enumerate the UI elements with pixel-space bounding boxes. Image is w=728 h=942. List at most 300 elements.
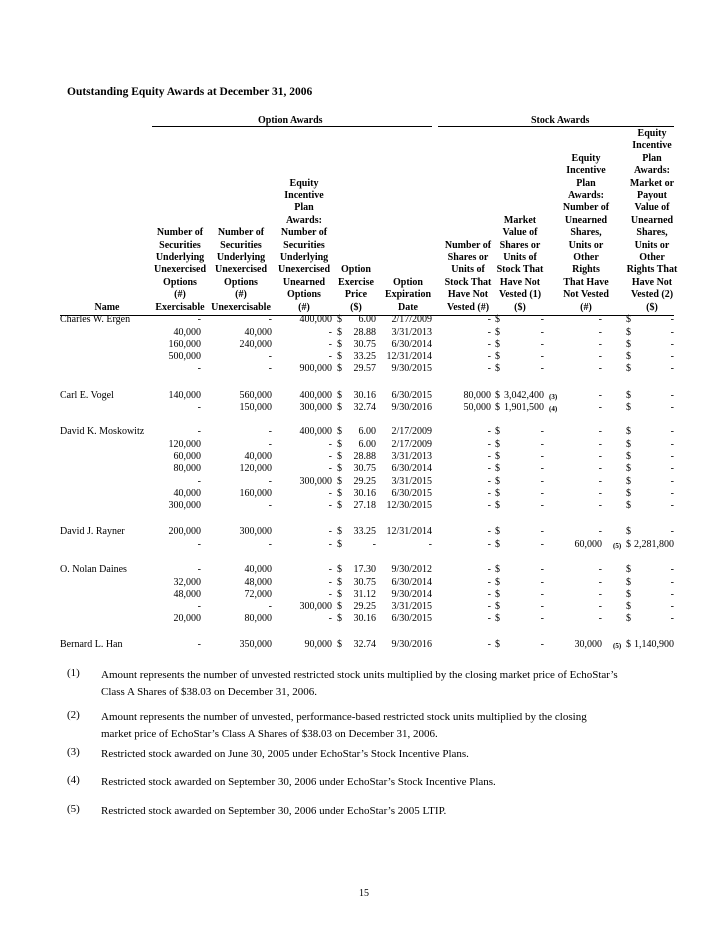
cell-payout: -	[670, 314, 674, 325]
cell-mv: -	[540, 601, 544, 612]
cell-unex: 300,000	[239, 526, 272, 537]
cell-eq: -	[328, 439, 332, 450]
cell-d3: $	[626, 351, 631, 362]
footnote-number: (4)	[67, 774, 80, 786]
header-line: Shares or	[447, 251, 489, 263]
header-line: Payout	[637, 189, 667, 201]
cell-name: David J. Rayner	[60, 526, 125, 537]
cell-exp: 2/17/2009	[391, 314, 432, 325]
cell-d1: $	[337, 526, 342, 537]
cell-d1: $	[337, 564, 342, 575]
cell-d2: $	[495, 539, 500, 550]
cell-d3: $	[626, 589, 631, 600]
header-line: Options	[287, 289, 321, 301]
cell-d1: $	[337, 351, 342, 362]
cell-unex: 350,000	[239, 639, 272, 650]
cell-d2: $	[495, 314, 500, 325]
cell-exp: 2/17/2009	[391, 426, 432, 437]
cell-d3: $	[626, 390, 631, 401]
header-line: That Have	[563, 276, 609, 288]
cell-eq: 300,000	[299, 476, 332, 487]
cell-ex: 500,000	[168, 351, 201, 362]
cell-payout: -	[670, 488, 674, 499]
cell-exp: 9/30/2012	[391, 564, 432, 575]
cell-ex: -	[197, 601, 201, 612]
header-exercisable	[150, 227, 210, 314]
cell-eq: -	[328, 339, 332, 350]
cell-d2: $	[495, 451, 500, 462]
cell-d2: $	[495, 363, 500, 374]
header-line: Vested (2)	[630, 289, 674, 301]
cell-exp: 6/30/2015	[391, 390, 432, 401]
cell-price: 6.00	[358, 439, 376, 450]
footnote-text: Amount represents the number of unvested restricted stock units multiplied by the closing market price of EchoStar’s	[101, 669, 618, 681]
cell-d2: $	[495, 601, 500, 612]
cell-d3: $	[626, 451, 631, 462]
cell-unex: -	[268, 363, 272, 374]
footnote-text: Restricted stock awarded on September 30, 2006 under EchoStar’s 2005 LTIP.	[101, 805, 447, 817]
cell-ex: 40,000	[173, 488, 201, 499]
header-line: (#)	[235, 289, 247, 301]
header-line: Incentive	[632, 140, 672, 152]
cell-payout: -	[670, 476, 674, 487]
cell-d3: $	[626, 639, 631, 650]
cell-eq: 400,000	[299, 426, 332, 437]
header-line: Price	[344, 289, 368, 301]
header-line: Underlying	[155, 251, 205, 263]
cell-price: 30.16	[353, 390, 376, 401]
cell-mv: -	[540, 463, 544, 474]
cell-mv: -	[540, 613, 544, 624]
cell-exp: -	[428, 539, 432, 550]
cell-snv: -	[487, 564, 491, 575]
cell-d1: $	[337, 439, 342, 450]
footnote-text: Restricted stock awarded on September 30, 2006 under EchoStar’s Stock Incentive Plans.	[101, 776, 496, 788]
header-equity-unearned	[274, 178, 334, 314]
header-line: Expiration	[384, 289, 432, 301]
cell-ex: -	[197, 476, 201, 487]
header-line: Underlying	[279, 251, 329, 263]
cell-snv: -	[487, 339, 491, 350]
cell-eip: -	[598, 390, 602, 401]
cell-d3: $	[626, 539, 631, 550]
cell-note2: (5)	[613, 642, 622, 650]
cell-mv: -	[540, 488, 544, 499]
header-line: Units of	[503, 251, 537, 263]
cell-snv: -	[487, 363, 491, 374]
cell-d2: $	[495, 589, 500, 600]
header-line: Units or	[634, 239, 670, 251]
cell-snv: -	[487, 351, 491, 362]
cell-price: 28.88	[353, 451, 376, 462]
cell-price: 28.88	[353, 327, 376, 338]
table-title: Outstanding Equity Awards at December 31, 2006	[67, 86, 313, 98]
cell-unex: -	[268, 476, 272, 487]
cell-note1: (4)	[549, 405, 558, 413]
header-line: Exercisable	[155, 301, 205, 313]
cell-eip: -	[598, 463, 602, 474]
cell-exp: 12/30/2015	[386, 500, 432, 511]
cell-d1: $	[337, 451, 342, 462]
cell-d3: $	[626, 577, 631, 588]
header-eip-unearned	[555, 153, 617, 314]
cell-ex: -	[197, 314, 201, 325]
header-name	[77, 302, 137, 314]
cell-d2: $	[495, 613, 500, 624]
cell-eq: -	[328, 564, 332, 575]
cell-unex: 560,000	[239, 390, 272, 401]
cell-ex: 80,000	[173, 463, 201, 474]
cell-price: 27.18	[353, 500, 376, 511]
cell-eq: -	[328, 351, 332, 362]
cell-ex: 140,000	[168, 390, 201, 401]
cell-payout: -	[670, 577, 674, 588]
cell-eq: 90,000	[304, 639, 332, 650]
cell-name: Charles W. Ergen	[60, 314, 131, 325]
header-line: Underlying	[216, 251, 266, 263]
cell-payout: -	[670, 526, 674, 537]
cell-mv: -	[540, 539, 544, 550]
header-line: Equity	[289, 177, 319, 189]
header-line: Incentive	[284, 189, 324, 201]
cell-d2: $	[495, 639, 500, 650]
header-line: Awards:	[286, 214, 322, 226]
cell-exp: 6/30/2015	[391, 613, 432, 624]
footnote-text: Class A Shares of $38.03 on December 31, 2006.	[101, 686, 317, 698]
cell-unex: -	[268, 351, 272, 362]
cell-d1: $	[337, 577, 342, 588]
header-line: Value of	[502, 227, 538, 239]
cell-d1: $	[337, 539, 342, 550]
footnote-number: (1)	[67, 667, 80, 679]
header-line: Units of	[451, 264, 485, 276]
cell-mv: -	[540, 526, 544, 537]
option-awards-rule	[152, 126, 432, 127]
cell-exp: 2/17/2009	[391, 439, 432, 450]
cell-snv: 50,000	[463, 402, 491, 413]
cell-d2: $	[495, 476, 500, 487]
cell-exp: 3/31/2013	[391, 451, 432, 462]
cell-d1: $	[337, 390, 342, 401]
cell-eq: -	[328, 488, 332, 499]
cell-unex: 40,000	[244, 451, 272, 462]
cell-d3: $	[626, 402, 631, 413]
cell-exp: 3/31/2015	[391, 601, 432, 612]
cell-exp: 9/30/2016	[391, 639, 432, 650]
header-line: Securities	[220, 239, 262, 251]
cell-eip: -	[598, 402, 602, 413]
cell-mv: -	[540, 589, 544, 600]
cell-payout: -	[670, 426, 674, 437]
cell-payout: -	[670, 589, 674, 600]
cell-eq: -	[328, 327, 332, 338]
header-line: Option	[392, 276, 423, 288]
cell-payout: -	[670, 390, 674, 401]
cell-exp: 3/31/2013	[391, 327, 432, 338]
header-line: Shares,	[636, 227, 668, 239]
header-line: Name	[94, 301, 120, 313]
cell-unex: 48,000	[244, 577, 272, 588]
cell-payout: -	[670, 564, 674, 575]
cell-exp: 12/31/2014	[386, 526, 432, 537]
cell-eip: -	[598, 426, 602, 437]
cell-payout: -	[670, 601, 674, 612]
cell-unex: 40,000	[244, 564, 272, 575]
cell-unex: 240,000	[239, 339, 272, 350]
cell-eip: -	[598, 613, 602, 624]
cell-d3: $	[626, 601, 631, 612]
header-line: Unexercised	[277, 264, 331, 276]
cell-mv: 1,901,500	[504, 402, 544, 413]
cell-eip: -	[598, 589, 602, 600]
cell-d2: $	[495, 564, 500, 575]
header-line: ($)	[646, 301, 658, 313]
cell-name: Bernard L. Han	[60, 639, 123, 650]
group-label-stock-awards: Stock Awards	[531, 115, 590, 126]
header-line: Number of	[280, 227, 328, 239]
cell-eip: -	[598, 327, 602, 338]
header-line: Have Not	[631, 276, 673, 288]
cell-payout: -	[670, 439, 674, 450]
cell-price: 31.12	[353, 589, 376, 600]
header-shares-not-vested	[437, 240, 499, 314]
cell-d2: $	[495, 526, 500, 537]
cell-mv: -	[540, 327, 544, 338]
cell-unex: 120,000	[239, 463, 272, 474]
cell-d3: $	[626, 526, 631, 537]
cell-price: 30.75	[353, 463, 376, 474]
cell-payout: -	[670, 327, 674, 338]
cell-d2: $	[495, 327, 500, 338]
cell-mv: -	[540, 500, 544, 511]
cell-d2: $	[495, 390, 500, 401]
cell-ex: 120,000	[168, 439, 201, 450]
cell-d3: $	[626, 500, 631, 511]
header-line: Unearned	[630, 214, 674, 226]
cell-name: O. Nolan Daines	[60, 564, 127, 575]
header-line: Securities	[159, 239, 201, 251]
header-line: Rights That	[626, 264, 678, 276]
cell-ex: -	[197, 539, 201, 550]
cell-name: Carl E. Vogel	[60, 390, 114, 401]
cell-unex: 80,000	[244, 613, 272, 624]
cell-d3: $	[626, 426, 631, 437]
cell-mv: -	[540, 314, 544, 325]
cell-eip: -	[598, 526, 602, 537]
cell-unex: -	[268, 314, 272, 325]
header-line: (#)	[174, 289, 186, 301]
cell-mv: -	[540, 351, 544, 362]
cell-ex: -	[197, 402, 201, 413]
cell-d3: $	[626, 488, 631, 499]
cell-price: 32.74	[353, 402, 376, 413]
cell-ex: 48,000	[173, 589, 201, 600]
cell-unex: -	[268, 500, 272, 511]
cell-snv: -	[487, 476, 491, 487]
cell-price: 29.57	[353, 363, 376, 374]
cell-d1: $	[337, 314, 342, 325]
header-line: Plan	[294, 202, 314, 214]
cell-exp: 9/30/2014	[391, 589, 432, 600]
cell-exp: 6/30/2015	[391, 488, 432, 499]
header-line: Stock That	[444, 276, 492, 288]
cell-d3: $	[626, 463, 631, 474]
cell-d2: $	[495, 500, 500, 511]
header-line: Plan	[642, 152, 662, 164]
cell-mv: -	[540, 577, 544, 588]
header-line: Options	[163, 276, 197, 288]
footnote-number: (5)	[67, 803, 80, 815]
cell-d3: $	[626, 439, 631, 450]
cell-ex: 160,000	[168, 339, 201, 350]
cell-eip: -	[598, 476, 602, 487]
cell-snv: -	[487, 439, 491, 450]
cell-mv: 3,042,400	[504, 390, 544, 401]
cell-price: 33.25	[353, 526, 376, 537]
cell-exp: 6/30/2014	[391, 577, 432, 588]
cell-d1: $	[337, 639, 342, 650]
cell-ex: 60,000	[173, 451, 201, 462]
cell-eip: -	[598, 500, 602, 511]
cell-exp: 3/31/2015	[391, 476, 432, 487]
cell-mv: -	[540, 639, 544, 650]
cell-unex: -	[268, 439, 272, 450]
cell-note1: (3)	[549, 393, 558, 401]
header-eip-payout	[618, 128, 686, 314]
cell-eq: 400,000	[299, 390, 332, 401]
cell-d2: $	[495, 577, 500, 588]
header-line: Option	[340, 264, 371, 276]
cell-eq: -	[328, 451, 332, 462]
header-line: Date	[398, 301, 418, 313]
cell-ex: -	[197, 564, 201, 575]
cell-eip: -	[598, 339, 602, 350]
cell-exp: 6/30/2014	[391, 339, 432, 350]
cell-eq: -	[328, 613, 332, 624]
cell-payout: -	[670, 402, 674, 413]
header-line: ($)	[350, 301, 362, 313]
cell-d1: $	[337, 327, 342, 338]
cell-price: 30.75	[353, 577, 376, 588]
cell-d3: $	[626, 476, 631, 487]
cell-unex: 40,000	[244, 327, 272, 338]
header-line: Vested (#)	[446, 301, 490, 313]
cell-price: 29.25	[353, 476, 376, 487]
cell-ex: 32,000	[173, 577, 201, 588]
cell-snv: -	[487, 451, 491, 462]
header-expiration	[380, 277, 436, 314]
cell-payout: -	[670, 613, 674, 624]
cell-d3: $	[626, 613, 631, 624]
header-line: ($)	[514, 301, 526, 313]
header-line: Unearned	[282, 276, 326, 288]
cell-price: -	[372, 539, 376, 550]
cell-snv: -	[487, 613, 491, 624]
header-line: Awards:	[568, 189, 604, 201]
cell-eip: -	[598, 351, 602, 362]
cell-price: 17.30	[353, 564, 376, 575]
cell-d2: $	[495, 439, 500, 450]
cell-mv: -	[540, 439, 544, 450]
cell-unex: 160,000	[239, 488, 272, 499]
cell-mv: -	[540, 426, 544, 437]
cell-eq: -	[328, 500, 332, 511]
header-line: Plan	[576, 177, 596, 189]
cell-d2: $	[495, 402, 500, 413]
cell-eq: -	[328, 463, 332, 474]
header-line: Other	[639, 251, 665, 263]
cell-snv: -	[487, 639, 491, 650]
cell-mv: -	[540, 451, 544, 462]
cell-d3: $	[626, 327, 631, 338]
cell-exp: 9/30/2015	[391, 363, 432, 374]
group-label-option-awards: Option Awards	[258, 115, 323, 126]
cell-eq: 900,000	[299, 363, 332, 374]
header-line: Rights	[572, 264, 600, 276]
cell-payout: -	[670, 500, 674, 511]
header-line: Awards:	[634, 165, 670, 177]
cell-d2: $	[495, 426, 500, 437]
cell-d1: $	[337, 363, 342, 374]
cell-snv: -	[487, 426, 491, 437]
cell-d3: $	[626, 339, 631, 350]
cell-exp: 9/30/2016	[391, 402, 432, 413]
cell-unex: -	[268, 539, 272, 550]
cell-payout: 2,281,800	[634, 539, 674, 550]
cell-eip: -	[598, 601, 602, 612]
cell-d1: $	[337, 339, 342, 350]
cell-mv: -	[540, 564, 544, 575]
header-market-value	[495, 215, 545, 314]
cell-snv: -	[487, 314, 491, 325]
cell-price: 30.16	[353, 613, 376, 624]
cell-ex: 300,000	[168, 500, 201, 511]
header-line: Incentive	[566, 165, 606, 177]
footnote-text: Restricted stock awarded on June 30, 2005 under EchoStar’s Stock Incentive Plans.	[101, 748, 469, 760]
cell-d1: $	[337, 463, 342, 474]
header-line: Equity	[571, 152, 601, 164]
cell-ex: 40,000	[173, 327, 201, 338]
cell-exp: 12/31/2014	[386, 351, 432, 362]
header-line: Stock That	[496, 264, 544, 276]
cell-snv: -	[487, 463, 491, 474]
cell-snv: -	[487, 589, 491, 600]
header-line: Options	[224, 276, 258, 288]
cell-snv: 80,000	[463, 390, 491, 401]
header-line: (#)	[580, 301, 592, 313]
cell-d1: $	[337, 613, 342, 624]
cell-price: 33.25	[353, 351, 376, 362]
cell-d1: $	[337, 476, 342, 487]
cell-d1: $	[337, 589, 342, 600]
footnote-number: (2)	[67, 709, 80, 721]
cell-d3: $	[626, 564, 631, 575]
cell-d1: $	[337, 402, 342, 413]
header-line: Unexercised	[214, 264, 268, 276]
cell-exp: 6/30/2014	[391, 463, 432, 474]
cell-unex: 72,000	[244, 589, 272, 600]
footnote-number: (3)	[67, 746, 80, 758]
cell-unex: 150,000	[239, 402, 272, 413]
cell-ex: 200,000	[168, 526, 201, 537]
cell-eq: -	[328, 577, 332, 588]
cell-eip: -	[598, 439, 602, 450]
footnote-text: market price of EchoStar’s Class A Shares of $38.03 on December 31, 2006.	[101, 728, 438, 740]
cell-payout: 1,140,900	[634, 639, 674, 650]
cell-d2: $	[495, 351, 500, 362]
cell-payout: -	[670, 463, 674, 474]
header-line: Unexercised	[153, 264, 207, 276]
